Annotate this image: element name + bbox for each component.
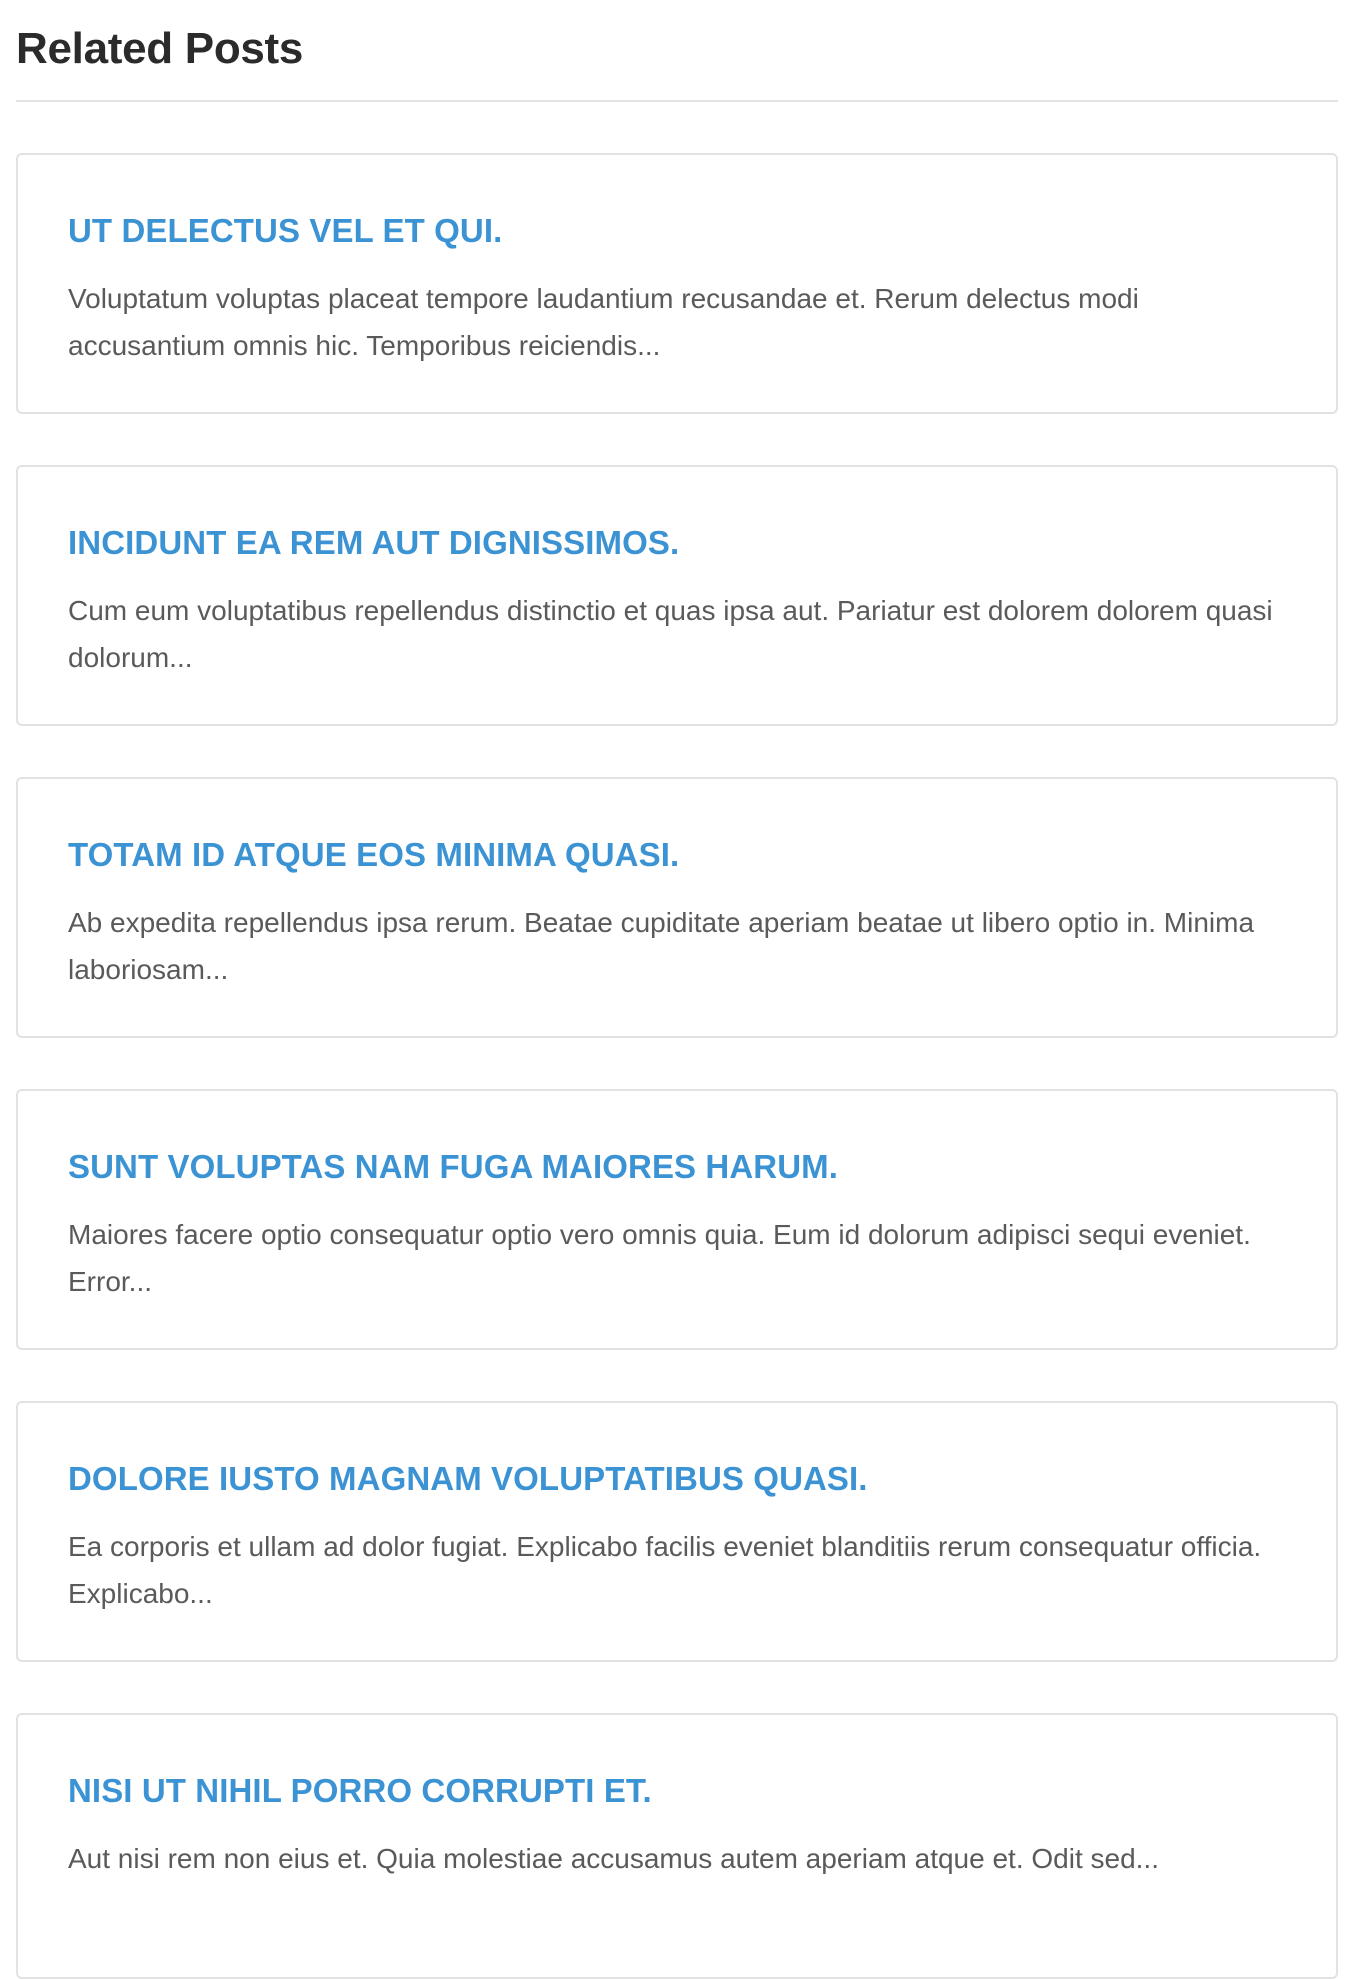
post-card (16, 465, 1338, 726)
post-excerpt: Cum eum voluptatibus repellendus distinctio et quas ipsa aut. Pariatur est dolorem dolorem quasi dolorum... (68, 595, 1273, 673)
post-card (16, 1401, 1338, 1662)
post-title-link[interactable]: TOTAM ID ATQUE EOS MINIMA QUASI. (68, 836, 680, 873)
post-card (16, 1089, 1338, 1350)
post-title-link[interactable]: INCIDUNT EA REM AUT DIGNISSIMOS. (68, 524, 680, 561)
post-excerpt: Voluptatum voluptas placeat tempore laudantium recusandae et. Rerum delectus modi accusantium omnis hic. Temporibus reiciendis... (68, 283, 1139, 361)
section-divider (16, 100, 1338, 102)
post-excerpt: Aut nisi rem non eius et. Quia molestiae accusamus autem aperiam atque et. Odit sed... (68, 1843, 1159, 1874)
post-card (16, 153, 1338, 414)
section-title: Related Posts (16, 24, 304, 73)
post-excerpt: Ab expedita repellendus ipsa rerum. Beatae cupiditate aperiam beatae ut libero optio in. Minima laboriosam... (68, 907, 1255, 985)
post-card (16, 777, 1338, 1038)
post-title-link[interactable]: NISI UT NIHIL PORRO CORRUPTI ET. (68, 1772, 652, 1809)
post-card (16, 1713, 1338, 1979)
post-excerpt: Ea corporis et ullam ad dolor fugiat. Explicabo facilis eveniet blanditiis rerum consequatur officia. Explicabo... (68, 1531, 1262, 1609)
post-title-link[interactable]: DOLORE IUSTO MAGNAM VOLUPTATIBUS QUASI. (68, 1460, 868, 1497)
related-posts-list (16, 153, 1338, 1979)
post-title-link[interactable]: UT DELECTUS VEL ET QUI. (68, 212, 503, 249)
post-title-link[interactable]: SUNT VOLUPTAS NAM FUGA MAIORES HARUM. (68, 1148, 839, 1185)
post-excerpt: Maiores facere optio consequatur optio vero omnis quia. Eum id dolorum adipisci sequi eveniet. Error... (68, 1219, 1251, 1297)
